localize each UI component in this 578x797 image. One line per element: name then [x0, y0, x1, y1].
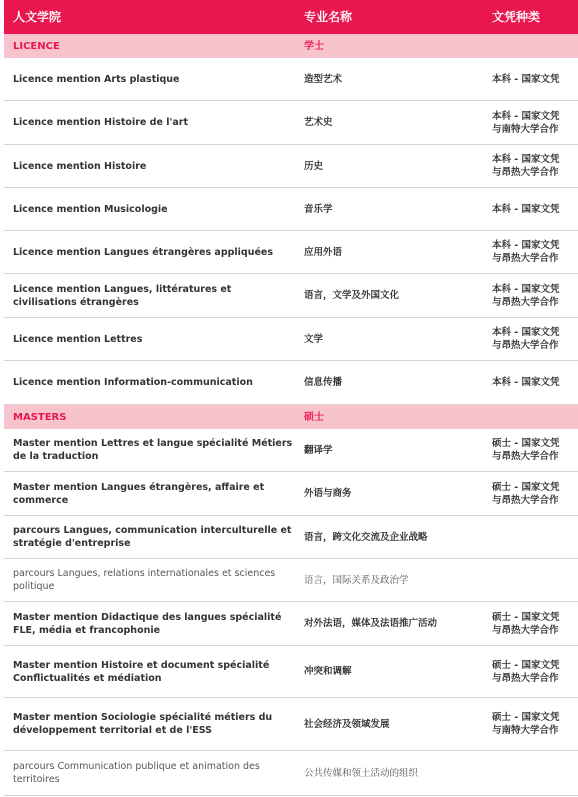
program-name-cn: 外语与商务 — [304, 488, 352, 499]
program-name-fr: parcours Langues, relations internationales et sciences politique — [13, 568, 276, 592]
program-name-fr: Licence mention Langues, littératures et civilisations étrangères — [13, 283, 232, 308]
program-name-fr: Master mention Sociologie spécialité métiers du développement territorial et de l'ESS — [13, 712, 273, 736]
program-name-cn: 翻译学 — [304, 444, 333, 456]
program-name-cn: 语言，国际关系及政治学 — [304, 574, 409, 586]
diploma-type: 硕士 - 国家文凭 与昂热大学合作 — [492, 481, 560, 506]
table-row — [4, 516, 578, 559]
table-row — [4, 361, 578, 405]
table-row — [4, 602, 578, 646]
program-name-fr: parcours Communication publique et animation des territoires — [13, 761, 260, 785]
table-row — [4, 318, 578, 361]
diploma-type: 本科 - 国家文凭 — [492, 377, 560, 388]
table-row — [4, 101, 578, 145]
program-name-cn: 历史 — [304, 160, 324, 172]
program-name-fr: parcours Langues, communication interculturelle et stratégie d'entreprise — [13, 525, 292, 549]
section-label: LICENCE — [13, 40, 60, 52]
table-row — [4, 472, 578, 516]
diploma-type: 本科 - 国家文凭 与昂热大学合作 — [492, 283, 560, 308]
diploma-type: 硕士 - 国家文凭 与南特大学合作 — [492, 712, 560, 736]
program-name-fr: Licence mention Histoire — [13, 160, 147, 172]
diploma-type — [492, 516, 578, 558]
program-name-fr: Licence mention Lettres — [13, 333, 143, 345]
diploma-type: 本科 - 国家文凭 — [492, 203, 560, 215]
table-body — [4, 34, 578, 796]
section-label-cn: 硕士 — [304, 411, 324, 423]
program-name-fr: Licence mention Arts plastique — [13, 73, 180, 85]
section-row — [4, 34, 578, 58]
program-name-cn: 语言，跨文化交流及企业战略 — [304, 531, 428, 543]
program-name-cn: 音乐学 — [304, 203, 333, 215]
table-row — [4, 559, 578, 602]
program-name-cn: 文学 — [304, 333, 324, 345]
table-row — [4, 646, 578, 698]
header-diploma-type: 文凭种类 — [492, 9, 541, 24]
program-name-cn: 信息传播 — [304, 377, 343, 388]
diploma-type: 本科 - 国家文凭 与昂热大学合作 — [492, 240, 560, 264]
program-name-fr: Master mention Lettres et langue spécialité Métiers de la traduction — [13, 438, 293, 462]
section-label: MASTERS — [13, 411, 67, 423]
program-name-cn: 社会经济及领域发展 — [304, 718, 390, 730]
diploma-type: 硕士 - 国家文凭 与昂热大学合作 — [492, 611, 560, 636]
diploma-type: 硕士 - 国家文凭 与昂热大学合作 — [492, 659, 560, 684]
programs-table — [4, 0, 578, 796]
program-name-cn: 造型艺术 — [304, 73, 343, 85]
table-row — [4, 58, 578, 101]
program-name-fr: Master mention Didactique des langues spécialité FLE, média et francophonie — [13, 611, 282, 636]
table-row — [4, 145, 578, 188]
table-row — [4, 751, 578, 796]
program-name-fr: Licence mention Information-communication — [13, 377, 253, 388]
program-name-fr: Master mention Langues étrangères, affaire et commerce — [13, 481, 265, 506]
program-name-cn: 对外法语，媒体及法语推广活动 — [304, 618, 438, 629]
table-row — [4, 188, 578, 231]
header-program-name: 专业名称 — [304, 9, 353, 24]
diploma-type: 本科 - 国家文凭 与昂热大学合作 — [492, 154, 560, 178]
program-name-cn: 公共传媒和领土活动的组织 — [304, 767, 419, 779]
program-name-cn: 冲突和调解 — [304, 666, 352, 677]
table-header — [4, 0, 578, 34]
program-name-cn: 艺术史 — [304, 117, 333, 128]
program-name-fr: Licence mention Musicologie — [13, 203, 168, 215]
program-name-cn: 应用外语 — [304, 246, 343, 258]
diploma-type: 硕士 - 国家文凭 与昂热大学合作 — [492, 438, 560, 462]
program-name-cn: 语言，文学及外国文化 — [304, 290, 400, 301]
table-row — [4, 231, 578, 274]
header-faculty: 人文学院 — [13, 9, 62, 24]
diploma-type: 本科 - 国家文凭 与南特大学合作 — [492, 110, 560, 135]
section-label-cn: 学士 — [304, 40, 324, 52]
diploma-type: 本科 - 国家文凭 — [492, 73, 560, 85]
program-name-fr: Licence mention Langues étrangères appliquées — [13, 246, 274, 258]
diploma-type — [492, 559, 578, 601]
diploma-type: 本科 - 国家文凭 与昂热大学合作 — [492, 327, 560, 351]
table-row — [4, 429, 578, 472]
program-name-fr: Licence mention Histoire de l'art — [13, 117, 189, 128]
table-row — [4, 274, 578, 318]
section-row — [4, 405, 578, 429]
table-row — [4, 698, 578, 751]
diploma-type — [492, 751, 578, 795]
program-name-fr: Master mention Histoire et document spécialité Conflictualités et médiation — [13, 659, 270, 684]
